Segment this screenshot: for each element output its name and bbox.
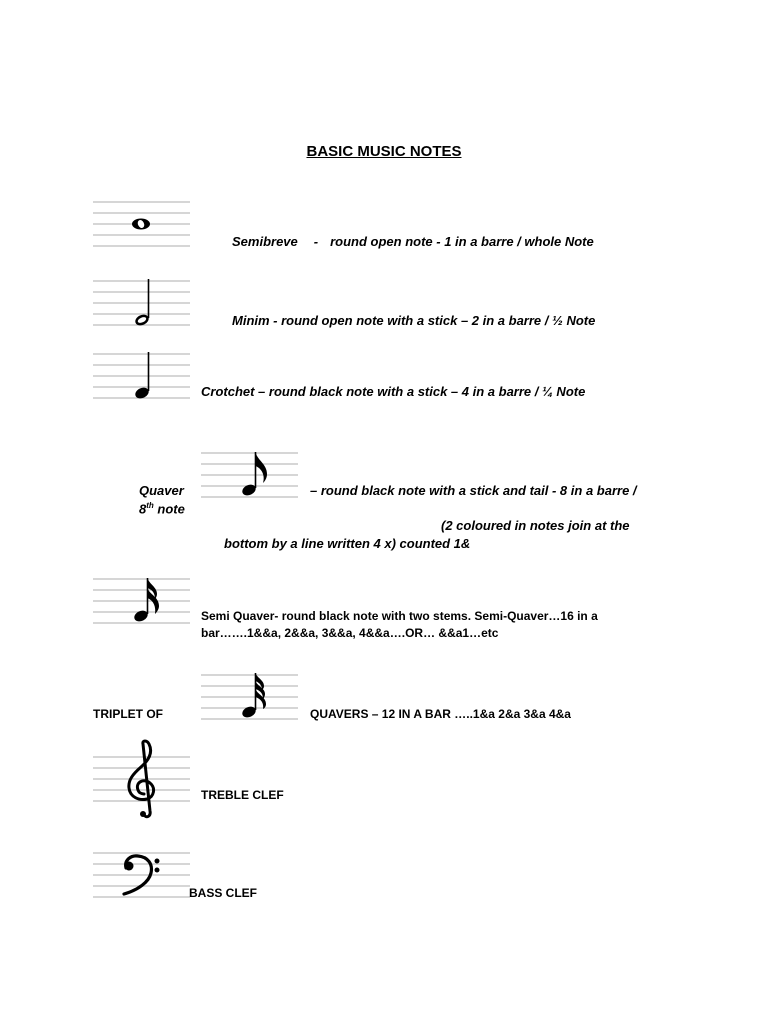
quaver-label-eighth: 8th note [139,501,185,517]
minim-staff [93,278,190,328]
treble-clef-label: TREBLE CLEF [201,788,284,802]
quaver-description: – round black note with a stick and tail - 8 in a barre / [310,483,637,498]
page-title: BASIC MUSIC NOTES [306,143,462,160]
semibreve-description: Semibreve - round open note - 1 in a barre / whole Note [232,234,594,249]
semibreve-staff [93,200,190,248]
crotchet-description: Crotchet – round black note with a stick – 4 in a barre / ¼ Note [201,384,586,399]
demisemiquaver-note-icon [241,673,266,719]
quaver-staff [201,450,298,500]
semibreve-note-icon [132,219,150,230]
semiquaver-description: Semi Quaver- round black note with two stems. Semi-Quaver…16 in a [201,609,598,623]
treble-clef-staff [93,740,190,822]
triplet-staff [201,672,298,722]
quaver-description-3: bottom by a line written 4 x) counted 1& [224,536,471,551]
semiquaver-description-2: bar…….1&&a, 2&&a, 3&&a, 4&&a….OR… &&a1…etc [201,626,499,640]
quaver-label: Quaver [139,483,184,498]
crotchet-staff [93,351,190,401]
quaver-description-2: (2 coloured in notes join at the [441,518,630,533]
triplet-label: TRIPLET OF [93,707,163,721]
semiquaver-staff [93,576,190,626]
triplet-description: QUAVERS – 12 IN A BAR …..1&a 2&a 3&a 4&a [310,707,571,721]
bass-clef-staff [93,850,190,902]
bass-clef-label: BASS CLEF [189,886,258,900]
minim-description: Minim - round open note with a stick – 2 in a barre / ½ Note [232,313,596,328]
